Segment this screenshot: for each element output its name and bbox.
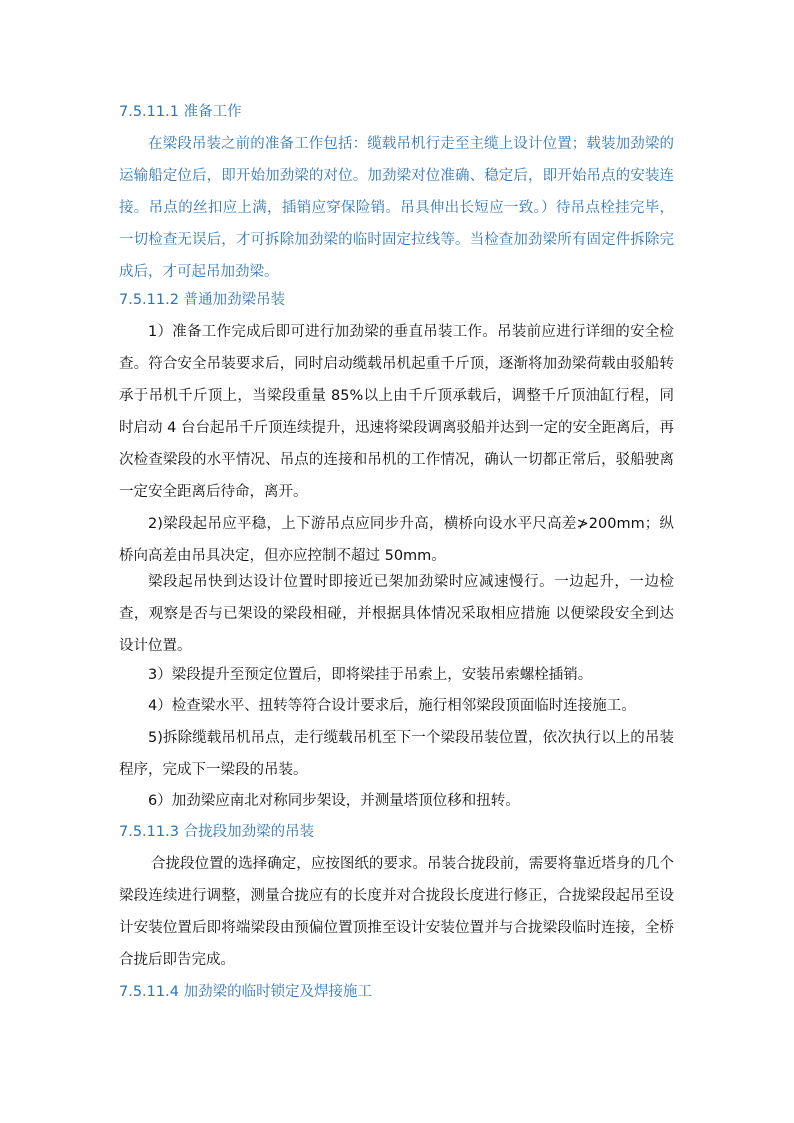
paragraph-step-6: 6）加劲梁应南北对称同步架设，并测量塔顶位移和扭转。 <box>148 793 520 809</box>
section-heading-7-5-11-3: 7.5.11.3 合拢段加劲梁的吊装 <box>119 824 315 840</box>
paragraph-step-2: 2)梁段起吊应平稳，上下游吊点应同步升高，横桥向设水平尺高差≯200mm；纵桥向高差由吊具决定，但亦应控制不超过 50mm。 <box>119 516 674 564</box>
paragraph-step-1: 1）准备工作完成后即可进行加劲梁的垂直吊装工作。吊装前应进行详细的安全检查。符合安全吊装要求后，同时启动缆载吊机起重千斤顶，逐渐将加劲梁荷载由驳船转承于吊机千斤顶上，当梁段重量 85%以上由千斤顶承载后，调整千斤顶油缸行程，同时启动 4 台台起吊千斤顶连续提升，迅速将梁段调离驳船并达到一定的安全距离后，再次检查梁段的水平情况、吊点的连接和吊机的工作情况，确认一切都正常后，驳船驶离一定安全距离后待命，离开。 <box>119 324 674 500</box>
section-heading-7-5-11-4: 7.5.11.4 加劲梁的临时锁定及焊接施工 <box>119 984 373 1000</box>
paragraph-lifting-approach: 梁段起吊快到达设计位置时即接近已架加劲梁时应减速慢行。一边起升，一边检查，观察是否与已架设的梁段相碰，并根据具体情况采取相应措施 以便梁段安全到达设计位置。 <box>119 574 674 654</box>
paragraph-step-4: 4）检查梁水平、扭转等符合设计要求后，施行相邻梁段顶面临时连接施工。 <box>148 698 636 714</box>
section-heading-7-5-11-2: 7.5.11.2 普通加劲梁吊装 <box>119 292 286 308</box>
section-heading-7-5-11-1: 7.5.11.1 准备工作 <box>119 104 242 120</box>
paragraph-step-3: 3）梁段提升至预定位置后，即将梁挂于吊索上，安装吊索螺栓插销。 <box>148 667 593 683</box>
paragraph-preparation: 在梁段吊装之前的准备工作包括：缆载吊机行走至主缆上设计位置；载装加劲梁的运输船定位后，即开始加劲梁的对位。加劲梁对位准确、稳定后，即开始吊点的安装连接。吊点的丝扣应上满，插销应穿保险销。吊具伸出长短应一致。）待吊点栓挂完毕，一切检查无误后，才可拆除加劲梁的临时固定拉线等。当检查加劲梁所有固定件拆除完成后，才可起吊加劲梁。 <box>119 136 674 280</box>
paragraph-closure-segment: 合拢段位置的选择确定，应按图纸的要求。吊装合拢段前，需要将靠近塔身的几个梁段连续进行调整，测量合拢应有的长度并对合拢段长度进行修正，合拢梁段起吊至设计安装位置后即将端梁段由预偏位置顶推至设计安装位置并与合拢梁段临时连接，全桥合拢后即告完成。 <box>119 856 674 968</box>
paragraph-step-5: 5)拆除缆载吊机吊点，走行缆载吊机至下一个梁段吊装位置，依次执行以上的吊装程序，完成下一梁段的吊装。 <box>119 730 674 778</box>
